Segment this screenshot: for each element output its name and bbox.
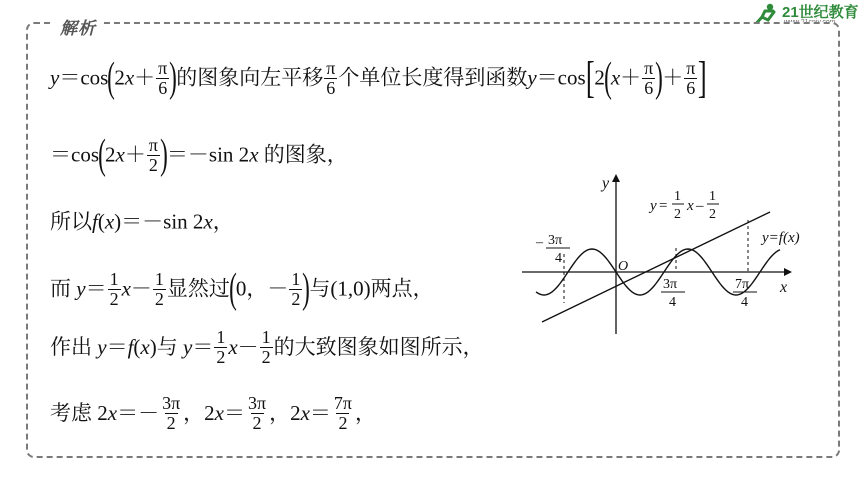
var-x: x	[121, 276, 131, 301]
solution-line-2	[50, 134, 348, 176]
fraction: $\frac{3\pi}{2}$	[248, 393, 267, 433]
var-y: y	[97, 334, 107, 359]
coef: 2	[594, 65, 605, 90]
text: 显然过	[166, 276, 230, 301]
plus: ＋	[134, 65, 156, 90]
fraction: $\frac{1}{2}$	[109, 268, 119, 309]
text: 与(1,0)两点，	[309, 276, 434, 301]
x-axis-label: x	[780, 279, 788, 296]
svg-text:y: y	[650, 198, 657, 214]
text: ，	[212, 209, 234, 234]
var-x: x	[115, 142, 125, 167]
fraction: $\frac{1}{2}$	[216, 327, 226, 367]
x-axis-arrow	[784, 268, 792, 276]
fraction: $\frac{1}{2}$	[291, 268, 301, 309]
paren: (	[97, 209, 105, 234]
var-x: x	[610, 65, 621, 90]
fraction: $\frac{3\pi}{2}$	[162, 393, 181, 433]
text: 所以	[50, 209, 92, 234]
equals: ＝	[536, 65, 558, 90]
func-f: f	[127, 334, 134, 359]
fraction: $\frac{\pi}{6}$	[644, 57, 654, 98]
svg-text:1: 1	[709, 189, 716, 204]
solution-line-5	[50, 328, 484, 367]
var-x: x	[140, 334, 150, 359]
solution-line-6	[50, 394, 376, 433]
logo-brand: 21世纪教育	[782, 4, 859, 21]
svg-text:–: –	[536, 235, 543, 250]
var-y: y	[183, 334, 193, 359]
right-paren: )	[160, 132, 168, 178]
svg-text:3π: 3π	[663, 277, 678, 292]
solution-line-4	[50, 268, 434, 310]
svg-text:4: 4	[669, 295, 676, 310]
y-axis-label: y	[602, 175, 610, 192]
origin-label: O	[618, 259, 629, 274]
equals: ＝	[192, 334, 214, 359]
var-x: x	[124, 65, 135, 90]
cos: cos	[557, 65, 586, 90]
minus: －	[130, 276, 152, 301]
equals: ＝	[224, 400, 245, 425]
function-graph	[522, 168, 828, 338]
cos: cos	[71, 142, 99, 167]
var-y: y	[50, 65, 60, 90]
text: ，2	[183, 400, 215, 425]
equals: ＝	[309, 400, 331, 425]
fraction: $\frac{1}{2}$	[154, 268, 164, 309]
solution-line-1	[50, 53, 708, 102]
plus: ＋	[662, 65, 684, 90]
left-paren: (	[603, 55, 612, 101]
right-paren: )	[302, 266, 311, 312]
var-x: x	[107, 400, 118, 425]
var-x: x	[249, 142, 259, 167]
right-paren: )	[169, 55, 178, 101]
paren: )	[149, 334, 157, 359]
fraction: $\frac{1}{2}$	[261, 327, 271, 367]
paren: (	[133, 334, 141, 359]
text: 作出	[50, 334, 98, 359]
var-x: x	[104, 209, 115, 234]
fraction: $\frac{7\pi}{2}$	[333, 393, 353, 433]
right-bracket: ]	[698, 53, 708, 102]
svg-text:4: 4	[741, 295, 748, 310]
equals: ＝	[59, 65, 81, 90]
text: 的图象，	[258, 142, 348, 167]
svg-text:4: 4	[555, 251, 562, 266]
text: 0，－	[235, 276, 289, 301]
left-bracket: [	[585, 53, 595, 102]
var-x: x	[300, 400, 310, 425]
curve-label: y=f(x)	[762, 230, 800, 246]
y-axis-arrow	[612, 174, 620, 182]
section-tag: 解析	[54, 14, 102, 39]
line-label	[648, 189, 719, 222]
text: 与	[156, 334, 183, 359]
svg-text:2: 2	[709, 207, 716, 222]
equals: ＝	[50, 142, 71, 167]
svg-text:=: =	[659, 198, 668, 214]
tick-3pi4	[661, 277, 685, 310]
text: 而	[50, 276, 77, 301]
plus: ＋	[124, 142, 146, 167]
tick-neg-3pi4	[535, 233, 570, 266]
svg-text:–: –	[696, 198, 704, 214]
var-x: x	[203, 209, 213, 234]
var-x: x	[214, 400, 224, 425]
svg-text:2: 2	[674, 207, 681, 222]
fraction: $\frac{\pi}{6}$	[326, 57, 336, 98]
var-y: y	[76, 276, 86, 301]
minus: －	[237, 334, 259, 359]
text: －sin 2	[187, 142, 250, 167]
paren: )	[114, 209, 122, 234]
var-y: y	[527, 65, 537, 90]
equals: ＝	[106, 334, 128, 359]
left-paren: (	[107, 55, 116, 101]
text: ，	[355, 400, 377, 425]
text: 考虑 2	[50, 400, 108, 425]
svg-text:3π: 3π	[548, 233, 563, 248]
text: ，2	[269, 400, 301, 425]
coef: 2	[105, 142, 116, 167]
var-x: x	[228, 334, 238, 359]
svg-text:x: x	[687, 198, 694, 214]
cos: cos	[80, 65, 109, 90]
solution-line-3	[50, 210, 234, 233]
equals: ＝－	[117, 400, 160, 425]
svg-text:1: 1	[674, 189, 681, 204]
text: 个单位长度得到函数	[338, 65, 528, 90]
text: 的大致图象如图所示，	[273, 334, 484, 359]
left-paren: (	[229, 266, 237, 312]
plus: ＋	[620, 65, 642, 90]
text: 的图象向左平移	[176, 65, 324, 90]
fraction: $\frac{\pi}{6}$	[158, 57, 168, 98]
top-bar	[0, 0, 860, 8]
left-paren: (	[98, 132, 106, 178]
fraction: $\frac{\pi}{6}$	[686, 57, 696, 98]
equals: ＝	[166, 142, 188, 167]
svg-text:7π: 7π	[735, 277, 750, 292]
equals: ＝	[85, 276, 107, 301]
func-f: f	[92, 209, 98, 234]
straight-line	[542, 212, 770, 322]
coef: 2	[114, 65, 125, 90]
text: ＝－sin 2	[121, 209, 204, 234]
right-paren: )	[655, 55, 664, 101]
fraction: $\frac{\pi}{2}$	[148, 134, 158, 175]
